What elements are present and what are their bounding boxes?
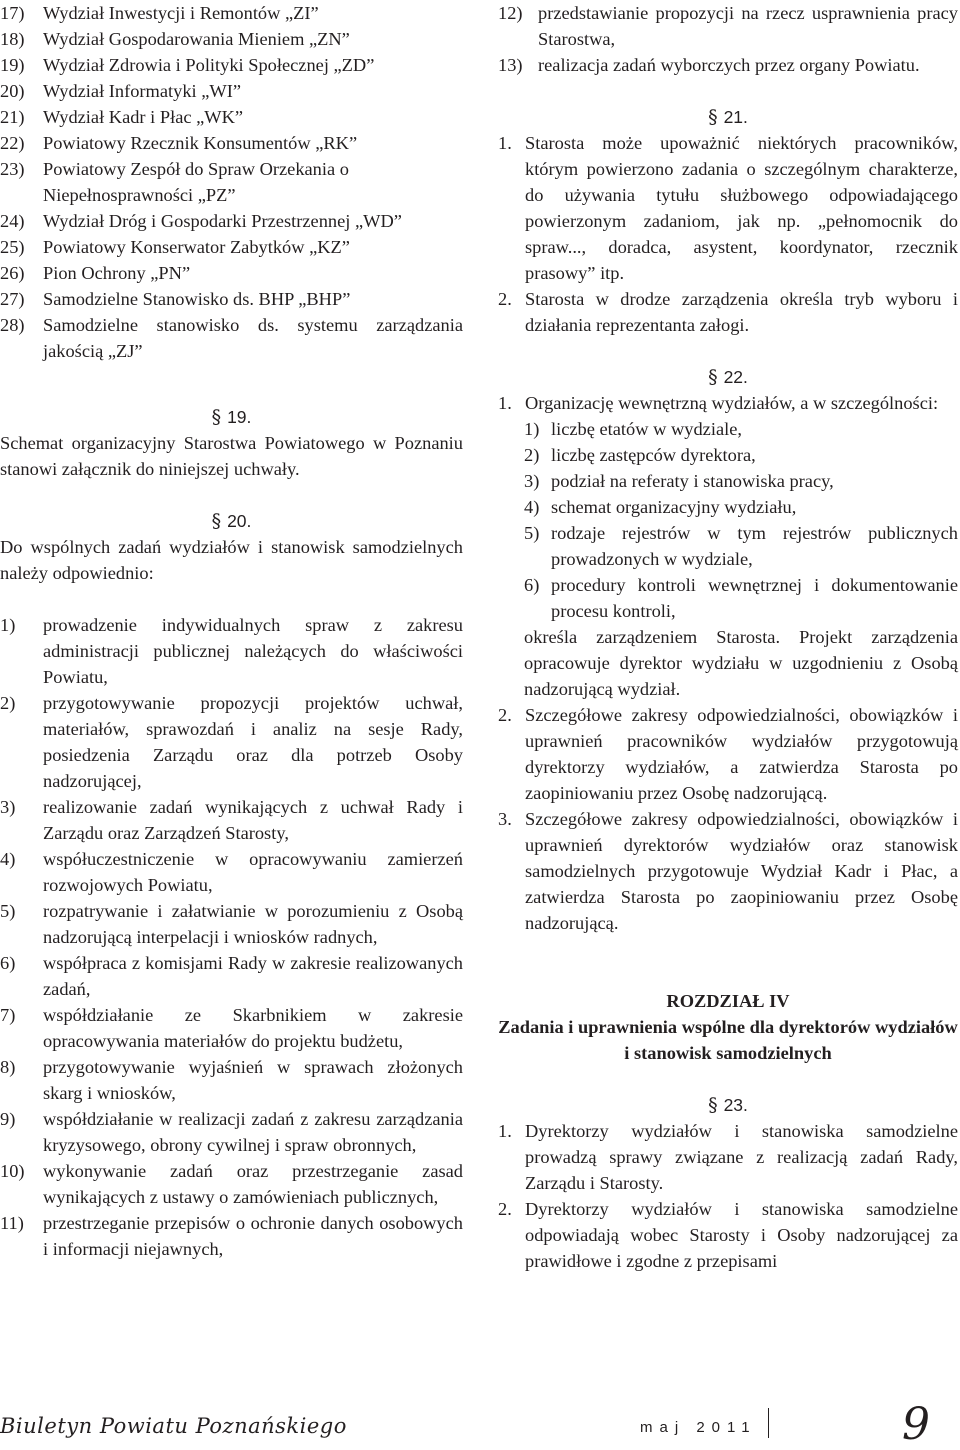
list-item: 21) Wydział Kadr i Płac „WK” <box>0 107 244 127</box>
paragraph-23-heading: § 23. <box>708 1094 748 1116</box>
right-column <box>498 0 958 1274</box>
common-tasks-list-continued <box>498 0 958 78</box>
list-item: 26) Pion Ochrony „PN” <box>0 263 191 283</box>
paragraph-22-sublist <box>498 416 958 702</box>
list-item: 6) współpraca z komisjami Rady w zakresie realizowanych zadań, <box>0 953 463 999</box>
list-item: 23) Powiatowy Zespół do Spraw Orzekania o Niepełnosprawności „PZ” <box>0 159 349 205</box>
footer-divider <box>768 1408 769 1438</box>
chapter-title: Zadania i uprawnienia wspólne dla dyrektorów wydziałów i stanowisk samodzielnych <box>498 1017 958 1063</box>
publication-title: Biuletyn Powiatu Poznańskiego <box>0 1414 347 1438</box>
list-item: 2. Szczegółowe zakresy odpowiedzialności, obowiązków i uprawnień pracowników wydziałów przygotowują dyrektorzy wydziałów, a zatwierdza Starosta po zaopiniowaniu przez Osobę nadzorującą. <box>498 705 958 803</box>
paragraph-19-heading: § 19. <box>211 406 252 428</box>
page-footer <box>0 1399 960 1450</box>
paragraph-20-heading: § 20. <box>211 510 252 532</box>
list-item: 2) liczbę zastępców dyrektora, <box>524 445 756 465</box>
paragraph-22-list <box>498 390 958 936</box>
list-item: 20) Wydział Informatyki „WI” <box>0 81 242 101</box>
list-item: 6) procedury kontroli wewnętrznej i dokumentowanie procesu kontroli, <box>524 575 958 621</box>
list-item: 10) wykonywanie zadań oraz przestrzeganie zasad wynikających z ustawy o zamówieniach publicznych, <box>0 1161 463 1207</box>
list-item: 3. Szczegółowe zakresy odpowiedzialności, obowiązków i uprawnień dyrektorów wydziałów oraz stanowisk samodzielnych przygotowuje Wydział Kadr i Płac, a zatwierdza Starosta po zaopiniowaniu przez Osobę nadzorującą. <box>498 809 958 933</box>
list-item: 2) przygotowywanie propozycji projektów uchwał, materiałów, sprawozdań i analiz na sesje Rady, posiedzenia Zarządu oraz dla potrzeb Osoby nadzorującej, <box>0 693 463 791</box>
list-item: 18) Wydział Gospodarowania Mieniem „ZN” <box>0 29 350 49</box>
section-sign-icon: § <box>211 406 222 428</box>
list-item: 9) współdziałanie w realizacji zadań z zakresu zarządzania kryzysowego, obrony cywilnej i spraw obronnych, <box>0 1109 463 1155</box>
list-item: 2. Starosta w drodze zarządzenia określa tryb wyboru i działania reprezentanta załogi. <box>498 289 958 335</box>
list-item: 4) schemat organizacyjny wydziału, <box>524 497 797 517</box>
list-item: 7) współdziałanie ze Skarbnikiem w zakresie opracowywania materiałów do projektu budżetu, <box>0 1005 463 1051</box>
list-item: 24) Wydział Dróg i Gospodarki Przestrzennej „WD” <box>0 211 402 231</box>
list-item: 1) liczbę etatów w wydziale, <box>524 419 742 439</box>
list-item: 1) prowadzenie indywidualnych spraw z zakresu administracji publicznej należących do właściwości Powiatu, <box>0 615 463 687</box>
list-item: 5) rozpatrywanie i załatwianie w porozumieniu z Osobą nadzorującą interpelacji i wniosków radnych, <box>0 901 463 947</box>
section-sign-icon: § <box>708 366 718 388</box>
issue-date: maj 2011 <box>640 1419 757 1436</box>
list-item: 27) Samodzielne Stanowisko ds. BHP „BHP” <box>0 289 351 309</box>
list-item: 17) Wydział Inwestycji i Remontów „ZI” <box>0 3 319 23</box>
paragraph-22-heading: § 22. <box>708 366 748 388</box>
paragraph-23-list <box>498 1118 958 1274</box>
list-item: 1. Dyrektorzy wydziałów i stanowiska samodzielne prowadzą sprawy związane z realizacją zadań Rady, Zarządu i Starosty. <box>498 1121 958 1193</box>
list-item: 19) Wydział Zdrowia i Polityki Społecznej „ZD” <box>0 55 375 75</box>
list-item: 1. Starosta może upoważnić niektórych pracowników, którym powierzono zadania o szczególnym charakterze, do używania tytułu służbowego odpowiadającego powierzonym zadaniom, jak np. „pełnomocnik do spraw..., doradca, asystent, koordynator, rzecznik prasowy” itp. <box>498 133 958 283</box>
page-number: 9 <box>902 1399 930 1450</box>
list-item: 3) podział na referaty i stanowiska pracy, <box>524 471 834 491</box>
chapter-label: ROZDZIAŁ IV <box>666 991 790 1011</box>
list-item: 5) rodzaje rejestrów w tym rejestrów publicznych prowadzonych w wydziale, <box>524 523 958 569</box>
section-sign-icon: § <box>708 106 718 128</box>
section-sign-icon: § <box>211 510 222 532</box>
list-item: 4) współuczestniczenie w opracowywaniu zamierzeń rozwojowych Powiatu, <box>0 849 463 895</box>
paragraph-19-text: Schemat organizacyjny Starostwa Powiatowego w Poznaniu stanowi załącznik do niniejszej uchwały. <box>0 433 463 479</box>
left-column <box>0 0 463 1262</box>
list-item: 12) przedstawianie propozycji na rzecz usprawnienia pracy Starostwa, <box>498 3 958 49</box>
paragraph-22-closing: określa zarządzeniem Starosta. Projekt zarządzenia opracowuje dyrektor wydziału w uzgodnieniu z Osobą nadzorującą wydział. <box>524 627 958 699</box>
list-item: 2. Dyrektorzy wydziałów i stanowiska samodzielne odpowiadają wobec Starosty i Osoby nadzorującej za prawidłowe i zgodne z przepisami <box>498 1199 958 1271</box>
paragraph-20-intro: Do wspólnych zadań wydziałów i stanowisk samodzielnych należy odpowiednio: <box>0 537 463 583</box>
departments-list-continued <box>0 0 463 364</box>
paragraph-21-heading: § 21. <box>708 106 748 128</box>
list-item: 28) Samodzielne stanowisko ds. systemu zarządzania jakością „ZJ” <box>0 315 463 361</box>
list-item: 8) przygotowywanie wyjaśnień w sprawach złożonych skarg i wniosków, <box>0 1057 463 1103</box>
common-tasks-list <box>0 612 463 1262</box>
paragraph-21-list <box>498 130 958 338</box>
list-item: 11) przestrzeganie przepisów o ochronie danych osobowych i informacji niejawnych, <box>0 1213 463 1259</box>
section-sign-icon: § <box>708 1094 718 1116</box>
list-item: 22) Powiatowy Rzecznik Konsumentów „RK” <box>0 133 358 153</box>
list-item: 1. Organizację wewnętrzną wydziałów, a w szczególności: <box>498 393 939 413</box>
list-item: 3) realizowanie zadań wynikających z uchwał Rady i Zarządu oraz Zarządzeń Starosty, <box>0 797 463 843</box>
list-item: 13) realizacja zadań wyborczych przez organy Powiatu. <box>498 55 920 75</box>
list-item: 25) Powiatowy Konserwator Zabytków „KZ” <box>0 237 350 257</box>
